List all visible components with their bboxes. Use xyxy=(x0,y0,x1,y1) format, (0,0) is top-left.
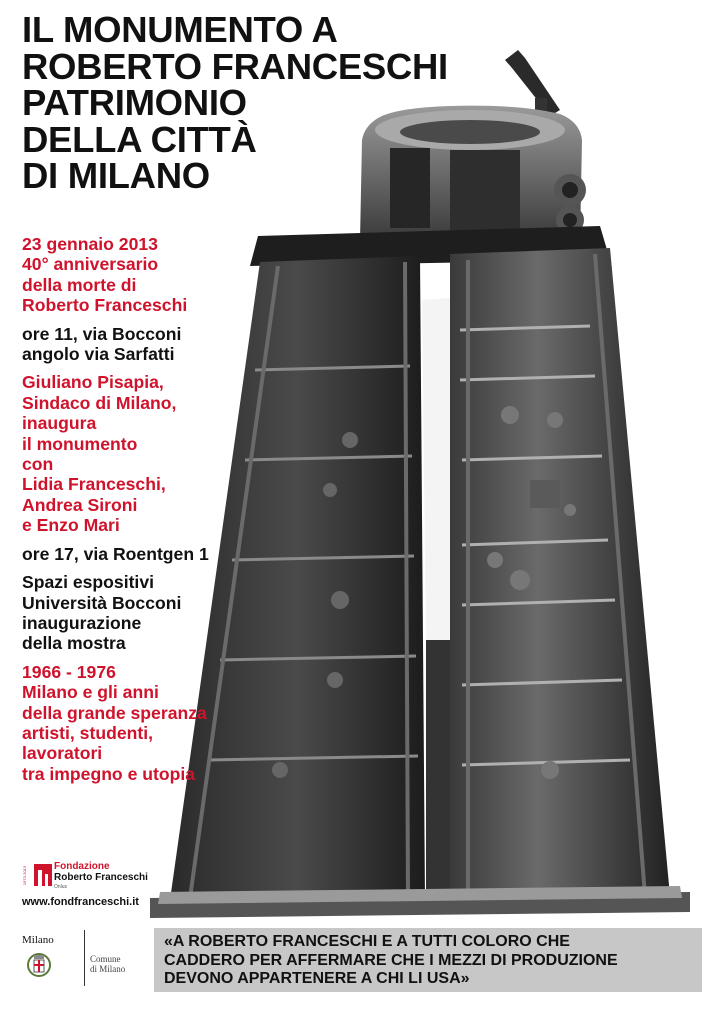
exhibition-title-line: lavoratori xyxy=(22,743,103,764)
inauguration-line: Lidia Franceschi, xyxy=(22,474,166,495)
monument-gap xyxy=(422,298,450,640)
dedication-quote xyxy=(154,928,702,992)
foundation-suffix: Onlus xyxy=(54,884,68,890)
comune-label-line2: di Milano xyxy=(90,964,126,974)
poster-title xyxy=(22,9,502,196)
title-line: IL MONUMENTO A xyxy=(22,9,338,50)
foundation-years: 1973-2013 xyxy=(22,866,27,886)
title-line: ROBERTO FRANCESCHI xyxy=(22,45,448,87)
morning-place-block xyxy=(22,324,262,365)
morning-place-line: angolo via Sarfatti xyxy=(22,344,175,365)
anniversary-block xyxy=(22,234,262,316)
exhibition-title-line: 1966 - 1976 xyxy=(22,661,116,682)
event-info xyxy=(22,234,262,792)
exhibition-venue-line: Università Bocconi xyxy=(22,592,182,613)
foundation-website-link[interactable]: www.fondfranceschi.it xyxy=(22,896,139,908)
anniversary-line: 23 gennaio 2013 xyxy=(22,234,158,254)
inauguration-line: con xyxy=(22,454,54,475)
comune-divider xyxy=(84,930,85,986)
afternoon-place-line: ore 17, via Roentgen 1 xyxy=(22,543,209,564)
quote-line: «A ROBERTO FRANCESCHI E A TUTTI COLORO CHE xyxy=(164,933,570,950)
quote-line: DEVONO APPARTENERE A CHI LI USA» xyxy=(164,970,470,987)
inauguration-line: Andrea Sironi xyxy=(22,494,138,515)
exhibition-title-block xyxy=(22,662,262,784)
afternoon-place-block xyxy=(22,544,262,564)
inauguration-line: e Enzo Mari xyxy=(22,515,120,536)
foundation-name-line2: Roberto Franceschi xyxy=(54,872,148,883)
milano-wordmark: Milano xyxy=(22,934,54,946)
exhibition-venue-line: Spazi espositivi xyxy=(22,572,154,593)
exhibition-venue-line: inaugurazione xyxy=(22,612,142,633)
inauguration-line: Giuliano Pisapia, xyxy=(22,372,164,393)
anniversary-line: Roberto Franceschi xyxy=(22,295,188,316)
inauguration-block xyxy=(22,372,262,535)
anniversary-line: 40° anniversario xyxy=(22,254,159,275)
inauguration-line: Sindaco di Milano, xyxy=(22,392,177,413)
foundation-logo-icon xyxy=(34,860,52,890)
exhibition-title-line: tra impegno e utopia xyxy=(22,763,196,784)
comune-logo xyxy=(22,930,162,990)
inauguration-line: inaugura xyxy=(22,413,97,434)
title-line: PATRIMONIO xyxy=(22,82,247,123)
milano-crest-icon xyxy=(26,952,52,982)
exhibition-title-line: della grande speranza xyxy=(22,702,207,723)
comune-label-line1: Comune xyxy=(90,954,121,964)
foundation-name-line1: Fondazione xyxy=(54,861,110,872)
title-line: DELLA CITTÀ xyxy=(22,118,257,160)
morning-place-line: ore 11, via Bocconi xyxy=(22,323,182,344)
anniversary-line: della morte di xyxy=(22,274,137,295)
comune-label xyxy=(90,954,125,974)
exhibition-title-line: Milano e gli anni xyxy=(22,682,159,703)
exhibition-venue-line: della mostra xyxy=(22,633,126,654)
quote-line: CADDERO PER AFFERMARE CHE I MEZZI DI PRODUZIONE xyxy=(164,951,618,969)
exhibition-title-line: artisti, studenti, xyxy=(22,722,153,743)
inauguration-line: il monumento xyxy=(22,433,138,454)
exhibition-venue-block xyxy=(22,572,262,654)
title-line: DI MILANO xyxy=(22,155,210,196)
